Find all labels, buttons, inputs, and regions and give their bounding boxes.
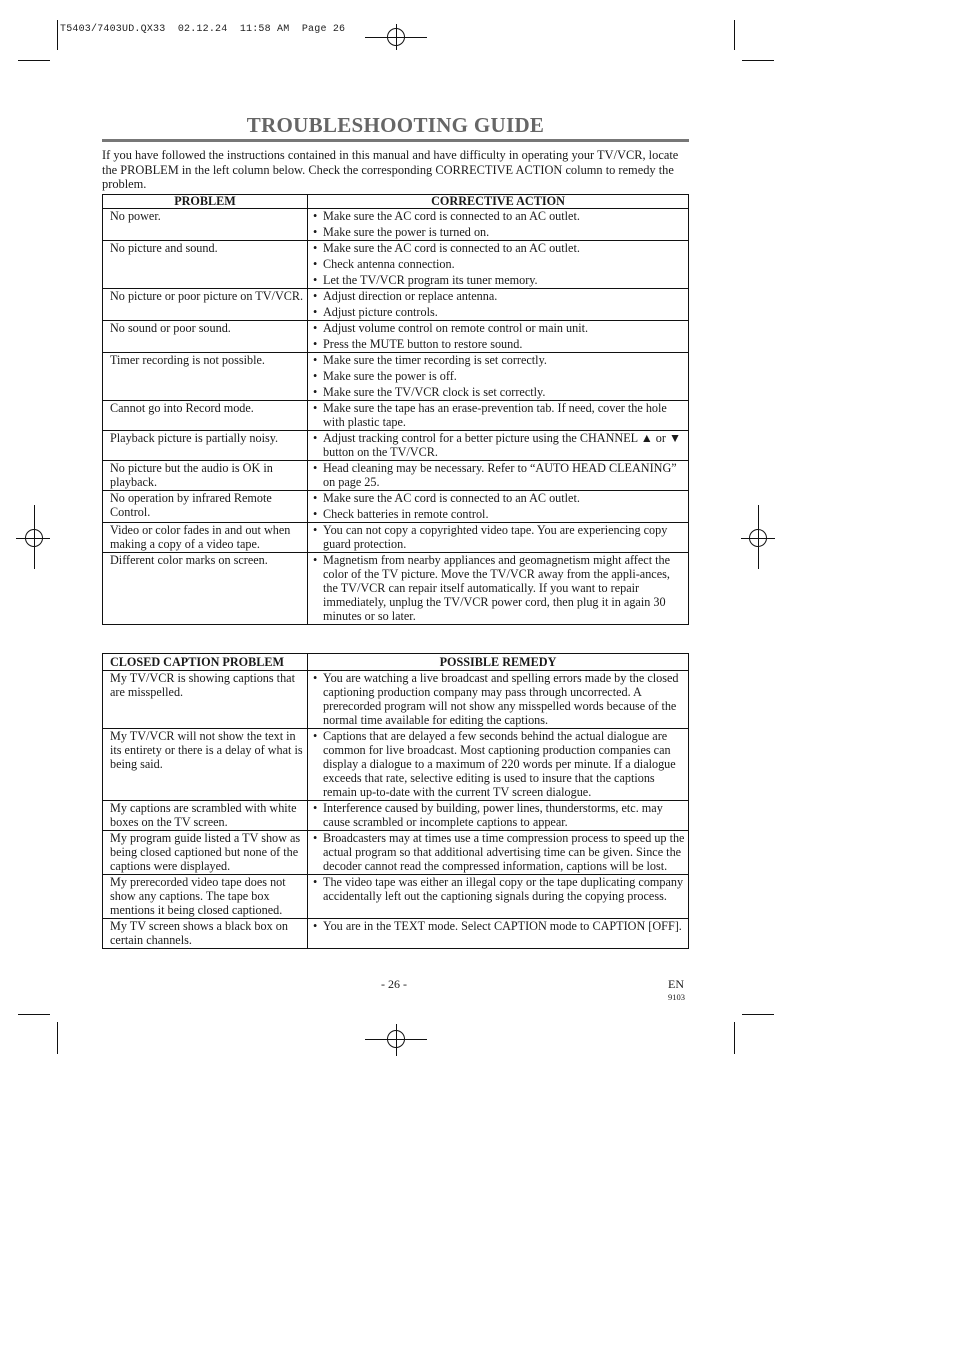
problem-cell: Playback picture is partially noisy. <box>103 431 308 461</box>
action-item: • Make sure the AC cord is connected to an AC outlet. <box>312 491 686 505</box>
closed-caption-table-body <box>103 671 689 949</box>
caption-problem-cell: My TV/VCR will not show the text in its entirety or there is a delay of what is being said. <box>103 729 308 801</box>
crop-mark <box>742 60 774 61</box>
table-row <box>103 523 689 553</box>
action-item: • Adjust picture controls. <box>312 305 686 319</box>
crop-mark <box>57 20 58 50</box>
action-item: • You can not copy a copyrighted video tape. You are experiencing copy guard protection. <box>312 523 686 551</box>
action-item: • Make sure the power is off. <box>312 369 686 383</box>
corrective-action-cell <box>308 241 689 289</box>
table-row <box>103 491 689 523</box>
remedy-item: • Interference caused by building, power lines, thunderstorms, etc. may cause scrambled or incomplete captions to appear. <box>312 801 686 829</box>
problem-cell: Cannot go into Record mode. <box>103 401 308 431</box>
table-row <box>103 241 689 289</box>
document-code: 9103 <box>668 992 685 1002</box>
corrective-action-cell <box>308 209 689 241</box>
action-item: • Make sure the timer recording is set correctly. <box>312 353 686 367</box>
page-title: TROUBLESHOOTING GUIDE <box>246 113 545 137</box>
table-row <box>103 431 689 461</box>
problem-cell: No power. <box>103 209 308 241</box>
corrective-action-cell <box>308 353 689 401</box>
troubleshooting-table-body <box>103 209 689 625</box>
language-code: EN <box>668 977 684 991</box>
table-row <box>103 553 689 625</box>
corrective-action-cell <box>308 491 689 523</box>
column-header-problem: PROBLEM <box>103 195 308 209</box>
caption-problem-cell: My TV screen shows a black box on certain channels. <box>103 919 308 949</box>
corrective-action-cell <box>308 321 689 353</box>
title-rule <box>102 139 689 142</box>
table-row <box>103 209 689 241</box>
possible-remedy-cell <box>308 831 689 875</box>
problem-cell: No picture and sound. <box>103 241 308 289</box>
intro-paragraph: If you have followed the instructions contained in this manual and have difficulty in operating your TV/VCR, locate the PROBLEM in the left column below. Check the corresponding CORRECTIVE ACTION column to remedy the problem. <box>102 148 679 191</box>
caption-problem-cell: My captions are scrambled with white boxes on the TV screen. <box>103 801 308 831</box>
table-row <box>103 875 689 919</box>
table-row <box>103 729 689 801</box>
corrective-action-cell <box>308 289 689 321</box>
crop-mark <box>18 60 50 61</box>
action-item: • Press the MUTE button to restore sound. <box>312 337 686 351</box>
caption-problem-cell: My prerecorded video tape does not show any captions. The tape box mentions it being closed captioned. <box>103 875 308 919</box>
action-item: • Let the TV/VCR program its tuner memory. <box>312 273 686 287</box>
problem-cell: Different color marks on screen. <box>103 553 308 625</box>
action-item: • Make sure the power is turned on. <box>312 225 686 239</box>
problem-cell: No sound or poor sound. <box>103 321 308 353</box>
problem-cell: No picture or poor picture on TV/VCR. <box>103 289 308 321</box>
column-header-corrective-action: CORRECTIVE ACTION <box>308 195 689 209</box>
column-header-closed-caption-problem: CLOSED CAPTION PROBLEM <box>103 654 308 671</box>
action-item: • Adjust tracking control for a better picture using the CHANNEL ▲ or ▼ button on the TV/VCR. <box>312 431 686 459</box>
print-slug: T5403/7403UD.QX33 02.12.24 11:58 AM Page 26 <box>60 24 346 35</box>
possible-remedy-cell <box>308 671 689 729</box>
action-item: • Make sure the AC cord is connected to an AC outlet. <box>312 241 686 255</box>
remedy-item: • You are in the TEXT mode. Select CAPTION mode to CAPTION [OFF]. <box>312 919 686 933</box>
corrective-action-cell <box>308 553 689 625</box>
problem-cell: Video or color fades in and out when making a copy of a video tape. <box>103 523 308 553</box>
problem-cell: No picture but the audio is OK in playback. <box>103 461 308 491</box>
table-row <box>103 461 689 491</box>
problem-cell: Timer recording is not possible. <box>103 353 308 401</box>
possible-remedy-cell <box>308 919 689 949</box>
corrective-action-cell <box>308 401 689 431</box>
table-row <box>103 831 689 875</box>
crop-mark <box>734 1022 735 1054</box>
remedy-item: • Broadcasters may at times use a time compression process to speed up the actual program so that additional advertising time can be given. Since the decoder cannot read the compressed information, captions will be lost. <box>312 831 686 873</box>
crop-mark <box>57 1022 58 1054</box>
action-item: • Magnetism from nearby appliances and geomagnetism might affect the color of the TV picture. Move the TV/VCR away from the appli-ances, the TV/VCR can repair itself automatically. If you want to repair immediately, unplug the TV/VCR power cord, then plug it in again 30 minutes or so later. <box>312 553 686 623</box>
table-row <box>103 401 689 431</box>
caption-problem-cell: My TV/VCR is showing captions that are misspelled. <box>103 671 308 729</box>
table-row <box>103 289 689 321</box>
troubleshooting-table <box>102 194 689 625</box>
action-item: • Head cleaning may be necessary. Refer to “AUTO HEAD CLEANING” on page 25. <box>312 461 686 489</box>
table-row <box>103 801 689 831</box>
table-row <box>103 671 689 729</box>
table-row <box>103 919 689 949</box>
caption-problem-cell: My program guide listed a TV show as being closed captioned but none of the captions were displayed. <box>103 831 308 875</box>
action-item: • Adjust volume control on remote control or main unit. <box>312 321 686 335</box>
table-row <box>103 353 689 401</box>
action-item: • Make sure the tape has an erase-prevention tab. If need, cover the hole with plastic tape. <box>312 401 686 429</box>
possible-remedy-cell <box>308 875 689 919</box>
crop-mark <box>18 1014 50 1015</box>
page-number: - 26 - <box>381 977 407 991</box>
corrective-action-cell <box>308 431 689 461</box>
action-item: • Adjust direction or replace antenna. <box>312 289 686 303</box>
remedy-item: • The video tape was either an illegal copy or the tape duplicating company accidentally left out the captioning signals during the copying process. <box>312 875 686 903</box>
problem-cell: No operation by infrared Remote Control. <box>103 491 308 523</box>
closed-caption-table <box>102 653 689 949</box>
crop-mark <box>742 1014 774 1015</box>
action-item: • Make sure the TV/VCR clock is set correctly. <box>312 385 686 399</box>
action-item: • Check batteries in remote control. <box>312 507 686 521</box>
possible-remedy-cell <box>308 729 689 801</box>
remedy-item: • Captions that are delayed a few seconds behind the actual dialogue are common for live broadcast. Most captioning production companies can display a dialogue to a maximum of 220 words per minute. If a dialogue exceeds that rate, selective editing is used to insure that the captions remain up-to-date with the current TV screen dialogue. <box>312 729 686 799</box>
crop-mark <box>734 20 735 50</box>
action-item: • Make sure the AC cord is connected to an AC outlet. <box>312 209 686 223</box>
action-item: • Check antenna connection. <box>312 257 686 271</box>
column-header-possible-remedy: POSSIBLE REMEDY <box>308 654 689 671</box>
corrective-action-cell <box>308 523 689 553</box>
corrective-action-cell <box>308 461 689 491</box>
table-row <box>103 321 689 353</box>
remedy-item: • You are watching a live broadcast and spelling errors made by the closed captioning production company may pass through uncorrected. A prerecorded program will not show any misspelled words because of the normal time available for editing the captions. <box>312 671 686 727</box>
possible-remedy-cell <box>308 801 689 831</box>
